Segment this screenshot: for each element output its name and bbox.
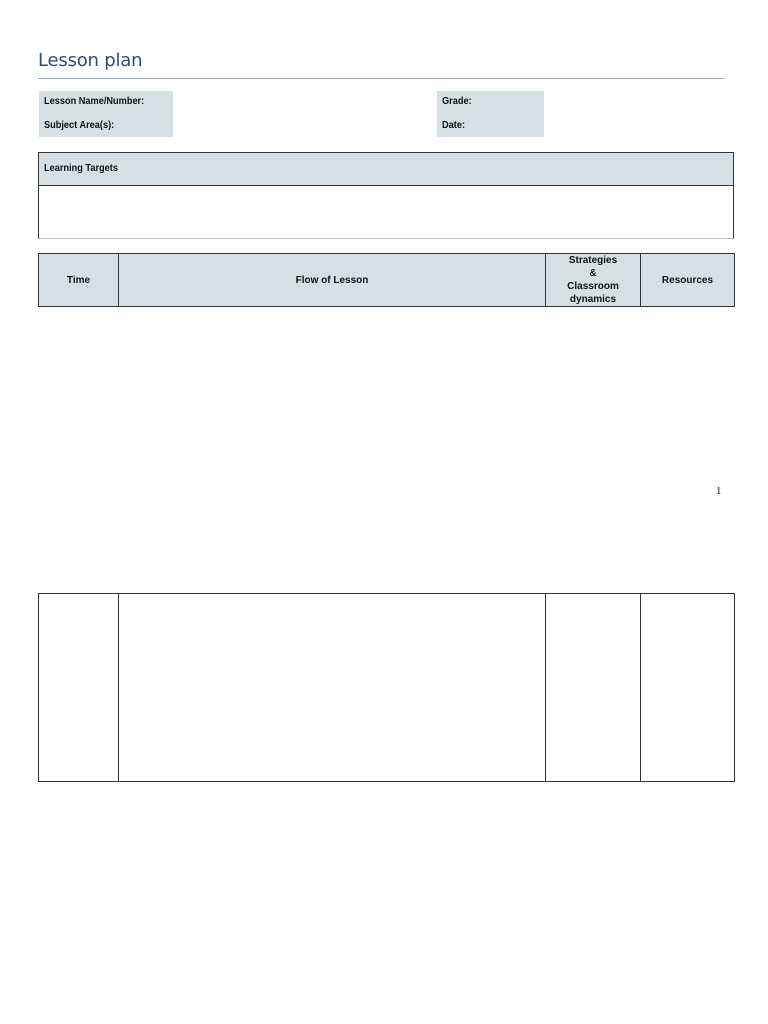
resources-cell[interactable] — [641, 594, 735, 782]
lesson-flow-header-table — [38, 253, 735, 307]
table-header-row — [39, 254, 735, 307]
strategies-line-3: Classroom — [567, 281, 619, 292]
table-row — [39, 594, 735, 782]
lesson-name-label: Lesson Name/Number: — [44, 96, 145, 107]
date-label: Date: — [442, 120, 466, 131]
title-underline — [38, 78, 724, 79]
flow-of-lesson-cell[interactable] — [119, 594, 546, 782]
strategies-cell[interactable] — [546, 594, 641, 782]
learning-targets-box — [38, 152, 734, 239]
flow-of-lesson-column-header: Flow of Lesson — [119, 254, 546, 307]
strategies-line-4: dynamics — [569, 294, 617, 305]
strategies-column-header — [546, 254, 641, 307]
subject-area-label: Subject Area(s): — [44, 120, 115, 131]
strategies-line-1: Strategies — [568, 255, 618, 266]
resources-column-header: Resources — [641, 254, 735, 307]
grade-label: Grade: — [442, 96, 472, 107]
learning-targets-header — [39, 153, 733, 186]
strategies-line-2: & — [589, 268, 597, 279]
learning-targets-label: Learning Targets — [44, 163, 118, 174]
time-column-header: Time — [39, 254, 119, 307]
document-title: Lesson plan — [38, 50, 143, 71]
page-number: 1 — [716, 487, 722, 497]
lesson-flow-body-table — [38, 593, 735, 782]
time-cell[interactable] — [39, 594, 119, 782]
